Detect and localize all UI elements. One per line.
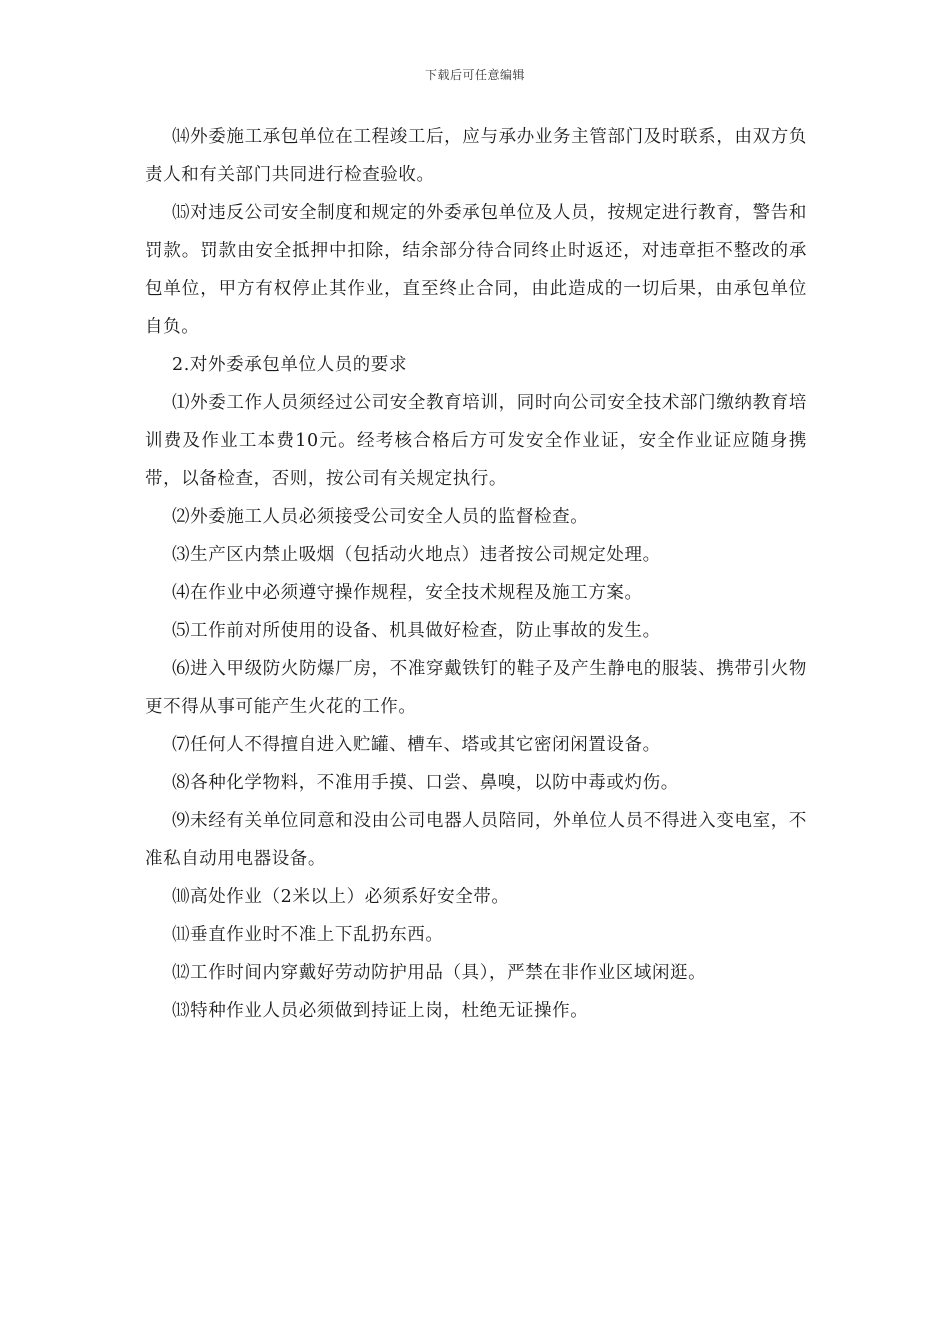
paragraph-requirement-5: ⑸工作前对所使用的设备、机具做好检查，防止事故的发生。 bbox=[172, 621, 661, 641]
paragraph-requirement-13: ⒀特种作业人员必须做到持证上岗，杜绝无证操作。 bbox=[172, 1001, 589, 1021]
paragraph-item-14: ⒁外委施工承包单位在工程竣工后，应与承办业务主管部门及时联系，由双方负责人和有关部门共同进行检查验收。 bbox=[145, 127, 807, 185]
paragraph-requirement-2: ⑵外委施工人员必须接受公司安全人员的监督检查。 bbox=[172, 507, 589, 527]
paragraph-requirement-8: ⑻各种化学物料，不准用手摸、口尝、鼻嗅，以防中毒或灼伤。 bbox=[172, 773, 679, 793]
section-heading-2: 2.对外委承包单位人员的要求 bbox=[172, 355, 408, 375]
paragraph-requirement-4: ⑷在作业中必须遵守操作规程，安全技术规程及施工方案。 bbox=[172, 583, 643, 603]
paragraph-requirement-11: ⑾垂直作业时不准上下乱扔东西。 bbox=[172, 925, 444, 945]
page-header-note: 下载后可任意编辑 bbox=[424, 68, 525, 82]
paragraph-requirement-9: ⑼未经有关单位同意和没由公司电器人员陪同，外单位人员不得进入变电室，不准私自动用电器设备。 bbox=[145, 811, 807, 869]
paragraph-requirement-10: ⑽高处作业（2米以上）必须系好安全带。 bbox=[172, 887, 510, 907]
paragraph-requirement-3: ⑶生产区内禁止吸烟（包括动火地点）违者按公司规定处理。 bbox=[172, 545, 661, 565]
document-body bbox=[145, 118, 807, 1030]
paragraph-item-15: ⒂对违反公司安全制度和规定的外委承包单位及人员，按规定进行教育，警告和罚款。罚款由安全抵押中扣除，结余部分待合同终止时返还，对违章拒不整改的承包单位，甲方有权停止其作业，直至终止合同，由此造成的一切后果，由承包单位自负。 bbox=[145, 203, 807, 337]
paragraph-requirement-7: ⑺任何人不得擅自进入贮罐、槽车、塔或其它密闭闲置设备。 bbox=[172, 735, 661, 755]
paragraph-requirement-6: ⑹进入甲级防火防爆厂房，不准穿戴铁钉的鞋子及产生静电的服装、携带引火物更不得从事可能产生火花的工作。 bbox=[145, 659, 807, 717]
paragraph-requirement-1: ⑴外委工作人员须经过公司安全教育培训，同时向公司安全技术部门缴纳教育培训费及作业工本费10元。经考核合格后方可发安全作业证，安全作业证应随身携带，以备检查，否则，按公司有关规定执行。 bbox=[145, 393, 807, 489]
paragraph-requirement-12: ⑿工作时间内穿戴好劳动防护用品（具），严禁在非作业区域闲逛。 bbox=[172, 963, 707, 983]
